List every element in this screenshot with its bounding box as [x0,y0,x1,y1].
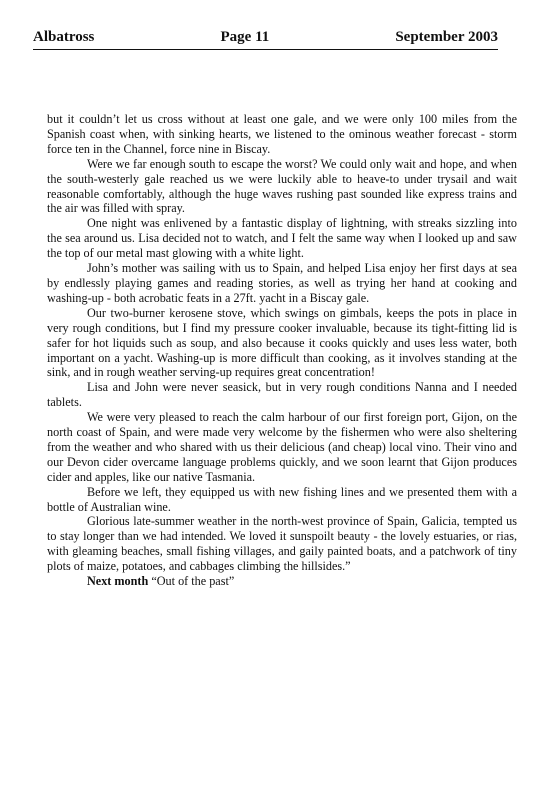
publication-title: Albatross [33,29,95,45]
article-paragraph: Glorious late-summer weather in the north-west province of Spain, Galicia, tempted us to stay longer than we had intended. We loved it sunspoilt beauty - the lovely estuaries, or rias, with gleaming beaches, small fishing villages, and gaily painted boats, and a patchwork of tiny plots of maize, potatoes, and cabbages climbing the hillsides.” [47,514,517,574]
article-paragraph: One night was enlivened by a fantastic display of lightning, with streaks sizzling into the sea around us. Lisa decided not to watch, and I felt the same way when I looked up and saw the top of our metal mast glowing with a white light. [47,216,517,261]
header-divider [33,49,498,50]
article-paragraph: Before we left, they equipped us with new fishing lines and we presented them with a bottle of Australian wine. [47,484,517,514]
page-header [33,24,498,46]
page-number: Page 11 [220,29,270,45]
issue-date: September 2003 [395,29,498,45]
article-paragraph: We were very pleased to reach the calm harbour of our first foreign port, Gijon, on the north coast of Spain, and were made very welcome by the fishermen who were also sheltering from the weather and who shared with us their delicious (and cheap) local vino. Their vino and our Devon cider overcame language problems quickly, and we soon learnt that Gijon produces cider and apples, like our native Tasmania. [47,410,517,484]
next-month-teaser [47,574,517,589]
next-month-title: “Out of the past” [148,574,235,589]
article-paragraph: Lisa and John were never seasick, but in very rough conditions Nanna and I needed tablets. [47,380,517,410]
article-paragraph: Were we far enough south to escape the worst? We could only wait and hope, and when the south-westerly gale reached us we were luckily able to heave-to under trysail and wait reasonable comfortably, although the huge waves rushing past sounded like express trains and the air was filled with spray. [47,156,517,216]
article-body [47,112,517,589]
article-paragraph: but it couldn’t let us cross without at least one gale, and we were only 100 miles from the Spanish coast when, with sinking hearts, we listened to the ominous weather forecast - storm force ten in the Channel, force nine in Biscay. [47,112,517,156]
next-month-label: Next month [87,574,149,589]
article-paragraph: John’s mother was sailing with us to Spain, and helped Lisa enjoy her first days at sea by endlessly playing games and reading stories, as well as trying her hand at cooking and washing-up - both acrobatic feats in a 27ft. yacht in a Biscay gale. [47,261,517,305]
article-paragraph: Our two-burner kerosene stove, which swings on gimbals, keeps the pots in place in very rough conditions, but I find my pressure cooker invaluable, because its tight-fitting lid is safer for hot liquids such as soup, and also because it cooks quickly and uses less water, both important on a yacht. Washing-up is more difficult than cooking, as it involves standing at the sink, and in rough weather serving-up requires great concentration! [47,305,517,380]
